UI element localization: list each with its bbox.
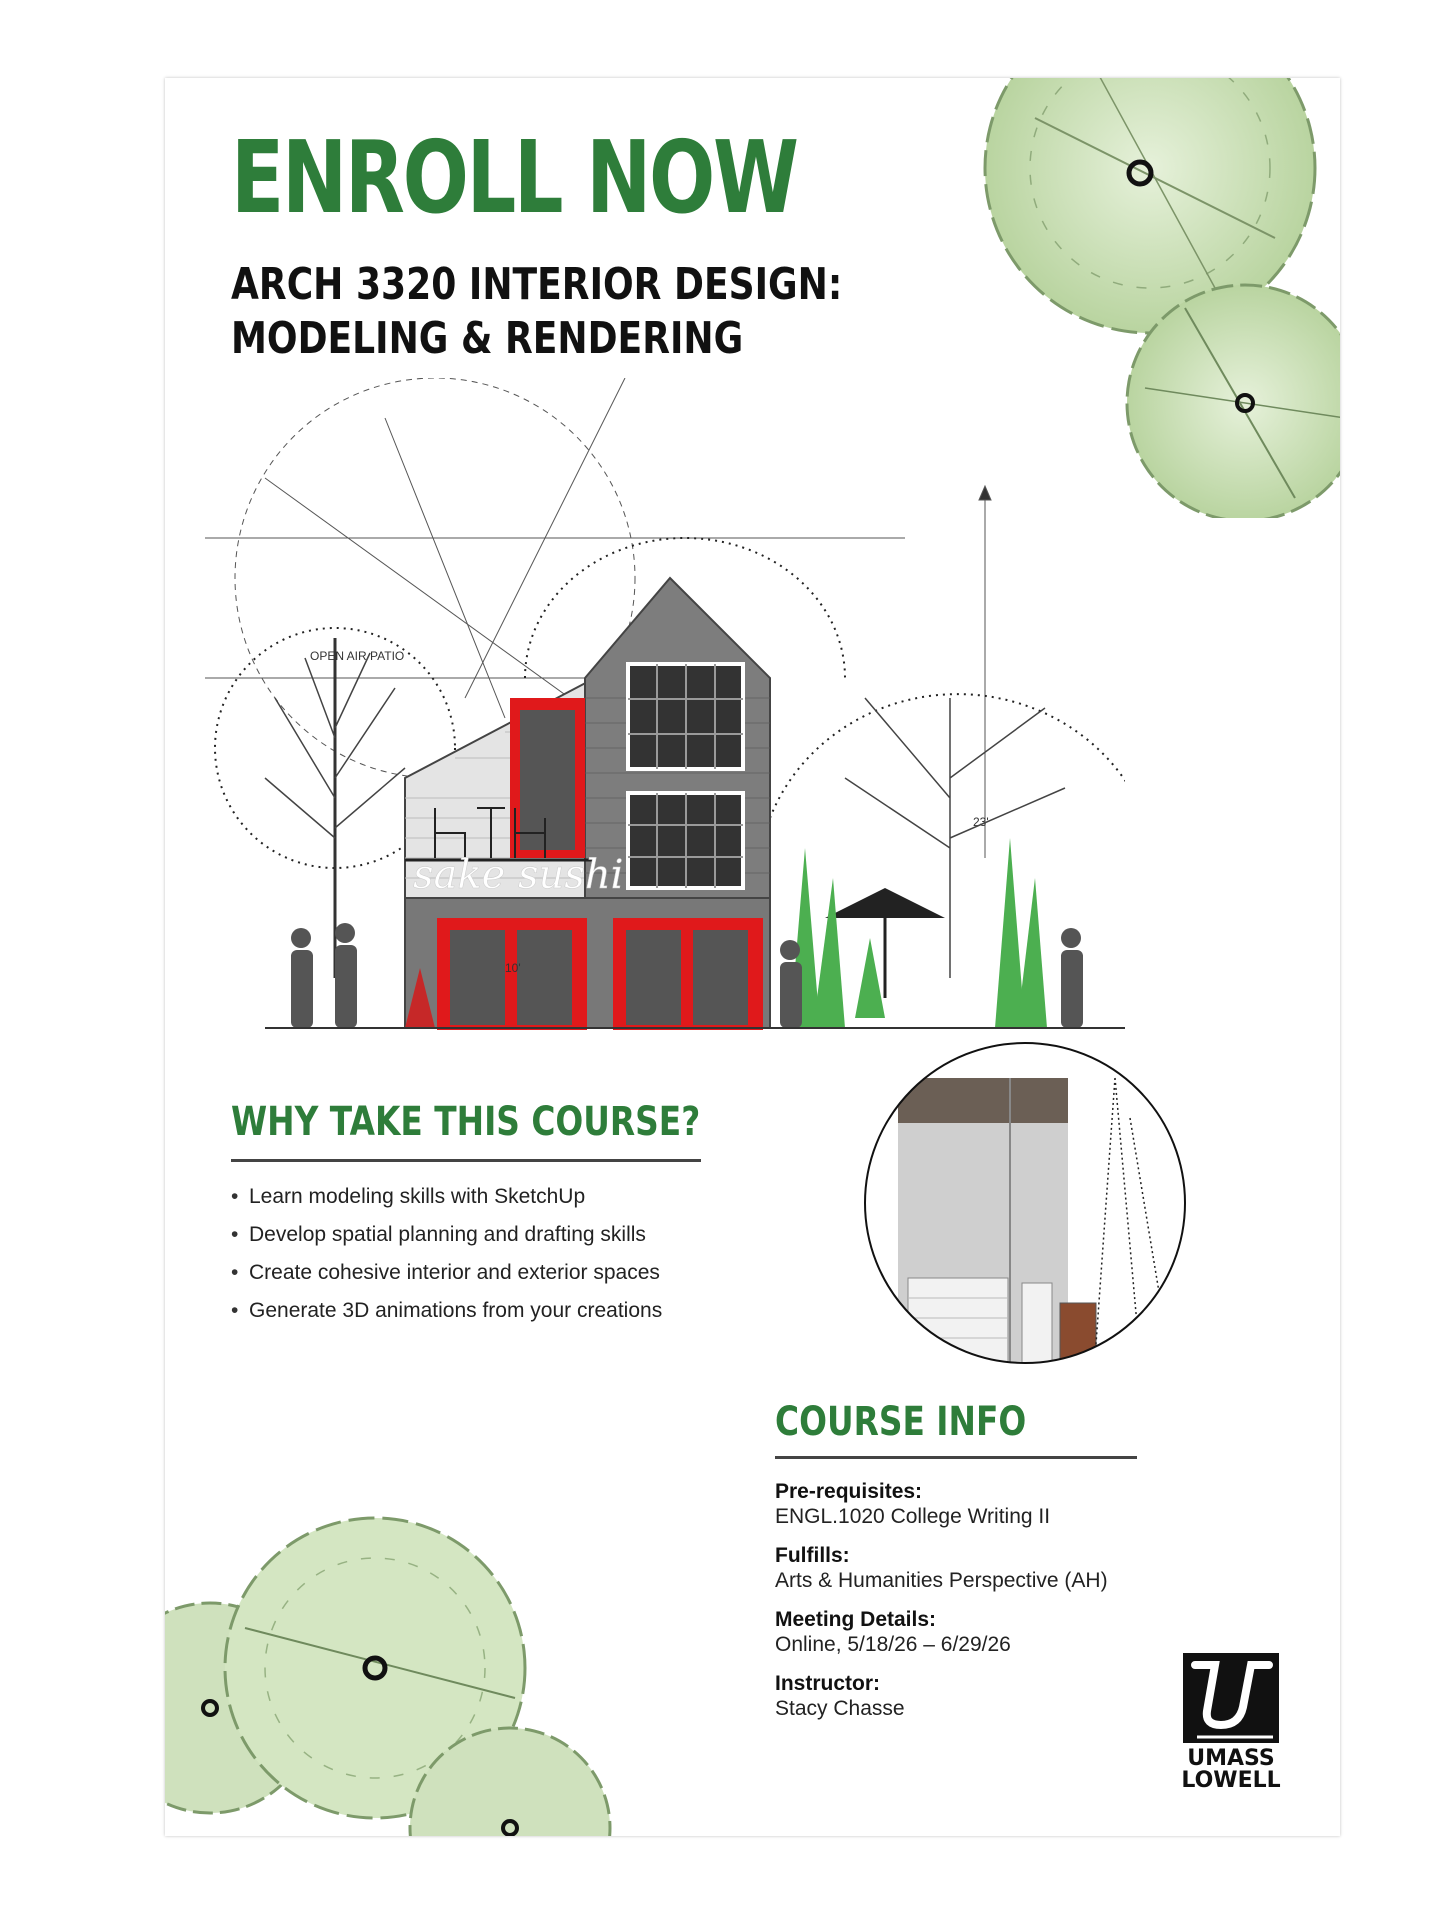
list-item: • Create cohesive interior and exterior spaces [231,1261,660,1284]
fulfills-label: Fulfills: [775,1544,850,1567]
person-silhouette-icon [1061,928,1083,1028]
umass-lowell-logo [1177,1653,1285,1792]
patio-label: OPEN AIR PATIO [310,649,405,663]
person-silhouette-icon [335,923,357,1028]
prerequisites-value: ENGL.1020 College Writing II [775,1505,1051,1528]
meeting-details-label: Meeting Details: [775,1608,937,1631]
person-silhouette-icon [291,928,313,1028]
why-section-heading: WHY TAKE THIS COURSE? [231,1099,701,1145]
height-dimension-label: 23' [973,815,989,829]
course-flyer [165,78,1340,1836]
building-elevation-illustration [205,378,1125,1098]
building [405,578,770,1030]
shop-sign: sake sushi [413,852,624,898]
prerequisites-label: Pre-requisites: [775,1480,923,1503]
umbrella-icon [825,888,945,998]
instructor-label: Instructor: [775,1672,880,1695]
course-title-line-1: ARCH 3320 INTERIOR DESIGN: [231,259,843,310]
why-section-divider [231,1159,701,1162]
person-silhouette-icon [780,940,802,1028]
list-item: • Develop spatial planning and drafting skills [231,1223,646,1246]
list-item: • Learn modeling skills with SketchUp [231,1185,586,1208]
door-dimension-label: 10' [505,961,521,975]
benefits-list [231,1178,662,1330]
detail-view-circle [860,1038,1190,1368]
logo-wordmark: UMASS LOWELL [1181,1746,1281,1793]
meeting-details-value: Online, 5/18/26 – 6/29/26 [775,1633,1011,1656]
course-info-heading: COURSE INFO [775,1399,1027,1445]
instructor-value: Stacy Chasse [775,1697,905,1720]
storefront-door [613,918,763,1030]
headline: ENROLL NOW [231,119,797,236]
course-info-divider [775,1456,1137,1459]
umass-lowell-logo-icon [1177,1653,1285,1743]
window [628,793,743,888]
fulfills-value: Arts & Humanities Perspective (AH) [775,1569,1108,1592]
course-title-line-2: MODELING & RENDERING [231,313,744,364]
tree-canopy-group-bottom-left [165,1458,645,1836]
course-info-list [775,1480,1108,1736]
window [628,664,743,769]
list-item: • Generate 3D animations from your creations [231,1299,663,1322]
